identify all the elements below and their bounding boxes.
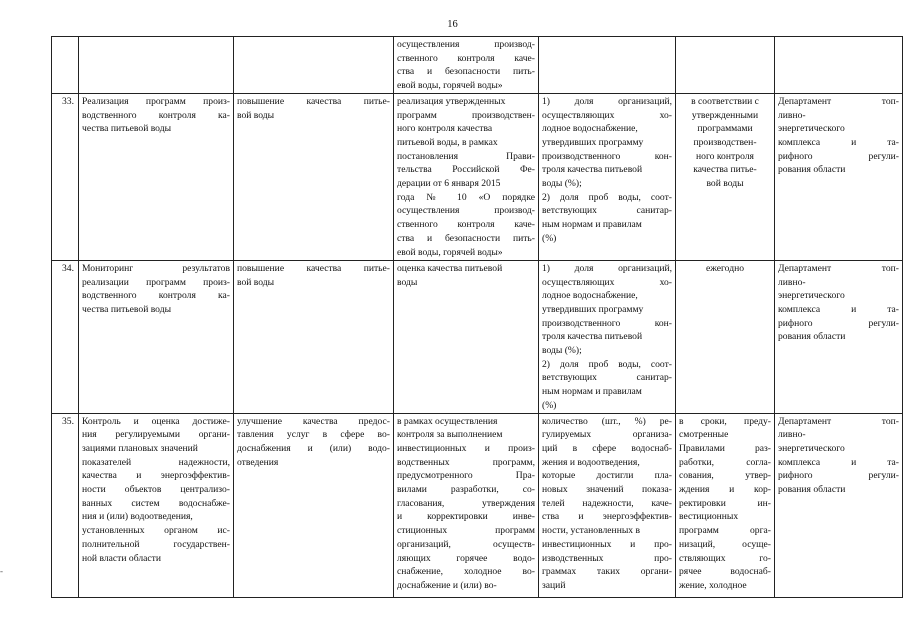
cell-text-line: ждения и кор- [679, 484, 771, 496]
cell-text-line: ной власти области [82, 552, 161, 564]
cell-text-line: в соответствии с [691, 95, 759, 107]
cell-text-line: предусмотренного Пра- [397, 470, 535, 482]
cell-text-line: в рамках осуществления [397, 415, 498, 427]
cell-indicator [539, 413, 676, 597]
cell-text-line: качества питье- [693, 164, 757, 176]
cell-executor [775, 93, 903, 260]
cell-text-line: энергетического [778, 123, 845, 135]
cell-measure [394, 37, 539, 94]
cell-text-line: 1) доля организаций, [542, 262, 672, 274]
cell-measure [394, 93, 539, 260]
cell-text-line: программ орга- [679, 525, 771, 537]
cell-text-line: полнительной государствен- [82, 538, 230, 550]
cell-text-line: осуществления производ- [397, 205, 535, 217]
cell-text-line: комплекса и та- [778, 136, 899, 148]
cell-text-line: комплекса и та- [778, 456, 899, 468]
cell-text-line: программами [697, 123, 753, 135]
cell-text-line: реализации программ произ- [82, 276, 230, 288]
cell-text-line: ственного контроля каче- [397, 219, 535, 231]
cell-name [79, 260, 234, 413]
cell-text-line: рования области [778, 164, 846, 176]
cell-text-line: зациями плановых значений [82, 442, 198, 454]
cell-text-line: доснабжение и (или) во- [397, 579, 497, 591]
cell-text-line: троля качества питьевой [542, 331, 643, 343]
cell-text-line: сования, утвер- [679, 470, 771, 482]
cell-term [676, 413, 775, 597]
cell-text-line: чества питьевой воды [82, 123, 172, 135]
cell-text-line: ректировки ин- [679, 497, 771, 509]
cell-term [676, 93, 775, 260]
cell-text-line: энергетического [778, 290, 845, 302]
cell-text-line: отведения [237, 456, 279, 468]
cell-text-line: вой воды [706, 178, 744, 190]
cell-text-line: евой воды, горячей воды» [397, 80, 503, 92]
cell-text-line: воды (%); [542, 178, 582, 190]
cell-text-line: и корректировки инве- [397, 511, 535, 523]
cell-text-line: производствен- [693, 136, 757, 148]
cell-text-line: утвердивших программу [542, 136, 644, 148]
cell-text-line: Департамент топ- [778, 262, 899, 274]
cell-text-line: ным нормам и правилам [542, 219, 642, 231]
cell-text-line: оценка качества питьевой [397, 262, 503, 274]
cell-text-line: программ производствен- [397, 109, 535, 121]
table-row [52, 93, 903, 260]
cell-text-line: новых значений показа- [542, 484, 672, 496]
cell-term [676, 260, 775, 413]
table-row-continued [52, 37, 903, 94]
cell-executor [775, 37, 903, 94]
measures-table [51, 36, 903, 598]
cell-text-line: Мониторинг результатов [82, 262, 230, 274]
cell-text-line: ности объектов централизо- [82, 484, 230, 496]
cell-text-line: Департамент топ- [778, 95, 899, 107]
cell-text-line: воды [397, 276, 418, 288]
cell-text-line: 2) доля проб воды, соот- [542, 358, 672, 370]
cell-text-line: рования области [778, 331, 846, 343]
cell-text-line: лодное водоснабжение, [542, 290, 638, 302]
cell-text-line: осуществляющих хо- [542, 276, 672, 288]
cell-text-line: ветствующих санитар- [542, 372, 672, 384]
cell-indicator [539, 93, 676, 260]
cell-text-line: низаций, осуще- [679, 538, 771, 550]
cell-text-line: ства и безопасности пить- [397, 66, 535, 78]
cell-indicator [539, 260, 676, 413]
cell-text-line: рифного регули- [778, 150, 899, 162]
cell-text-line: Контроль и оценка достиже- [82, 415, 230, 427]
cell-text-line: Реализация программ произ- [82, 95, 230, 107]
cell-text-line: ветствующих санитар- [542, 205, 672, 217]
cell-text-line: смотренные [679, 429, 729, 441]
cell-text-line: повышение качества питье- [237, 95, 390, 107]
table-row [52, 260, 903, 413]
cell-text-line: снабжение, холодное во- [397, 566, 535, 578]
cell-indicator [539, 37, 676, 94]
cell-text-line: Правилами раз- [679, 442, 771, 454]
cell-text-line: 2) доля проб воды, соот- [542, 191, 672, 203]
cell-text-line: постановления Прави- [397, 150, 535, 162]
cell-text-line: улучшение качества предос- [237, 415, 390, 427]
cell-text-line: воды (%); [542, 345, 582, 357]
cell-text-line: ливно- [778, 109, 806, 121]
cell-text-line: 1) доля организаций, [542, 95, 672, 107]
cell-text-line: лодное водоснабжение, [542, 123, 638, 135]
cell-executor [775, 260, 903, 413]
cell-text-line: рифного регули- [778, 470, 899, 482]
cell-goal [234, 413, 394, 597]
cell-text-line: водственного контроля ка- [82, 290, 230, 302]
cell-text-line: чества питьевой воды [82, 303, 172, 315]
cell-text-line: жение, холодное [679, 579, 747, 591]
cell-text-line: ляющих горячее водо- [397, 552, 535, 564]
cell-name [79, 93, 234, 260]
cell-text-line: ния и (или) водоотведения, [82, 511, 193, 523]
cell-text-line: ливно- [778, 429, 806, 441]
cell-text-line: осуществления производ- [397, 39, 535, 50]
cell-text-line: ства и энергоэффектив- [542, 511, 672, 523]
cell-text-line: (%) [542, 232, 557, 244]
page-number: 16 [447, 19, 458, 30]
cell-goal [234, 260, 394, 413]
cell-text-line: утвержденными [691, 109, 759, 121]
cell-text-line: комплекса и та- [778, 303, 899, 315]
cell-text-line: евой воды, горячей воды» [397, 246, 503, 258]
cell-text-line: питьевой воды, в рамках [397, 136, 498, 148]
cell-text-line: троля качества питьевой [542, 164, 643, 176]
cell-goal [234, 93, 394, 260]
cell-text-line: изводственных про- [542, 552, 672, 564]
cell-text-line: рифного регули- [778, 317, 899, 329]
cell-text-line: жения и водоотведения, [542, 456, 640, 468]
cell-text-line: рования области [778, 484, 846, 496]
cell-text-line: ного контроля качества [397, 123, 493, 135]
cell-text-line: заций [542, 579, 566, 591]
cell-text-line: ности, установленных в [542, 525, 640, 537]
cell-text-line: ного контроля [696, 150, 754, 162]
cell-text-line: вой воды [237, 276, 275, 288]
cell-term [676, 37, 775, 94]
cell-text-line: инвестиционных и произ- [397, 442, 535, 454]
cell-text-line: организаций, осуществ- [397, 538, 535, 550]
row-number: 33. [52, 93, 79, 260]
cell-text-line: телей надежности, каче- [542, 497, 672, 509]
cell-text-line: ственного контроля каче- [397, 52, 535, 64]
cell-executor [775, 413, 903, 597]
cell-text-line: реализация утвержденных [397, 95, 506, 107]
cell-text-line: повышение качества питье- [237, 262, 390, 274]
scan-edge-mark: - [0, 566, 3, 576]
cell-text-line: гласования, утверждения [397, 497, 535, 509]
cell-text-line: стиционных программ [397, 525, 535, 537]
cell-text-line: производственного кон- [542, 317, 672, 329]
cell-text-line: ванных систем водоснабже- [82, 497, 230, 509]
cell-text-line: года № 10 «О порядке [397, 191, 535, 203]
cell-num [52, 37, 79, 94]
cell-name [79, 413, 234, 597]
cell-text-line: ливно- [778, 276, 806, 288]
cell-text-line: граммах таких органи- [542, 566, 672, 578]
cell-text-line: работки, согла- [679, 456, 771, 468]
cell-text-line: инвестиционных и про- [542, 538, 672, 550]
cell-goal [234, 37, 394, 94]
cell-text-line: водственного контроля ка- [82, 109, 230, 121]
cell-text-line: ствляющих го- [679, 552, 771, 564]
cell-text-line: вилами разработки, со- [397, 484, 535, 496]
cell-text-line: качества и энергоэффектив- [82, 470, 230, 482]
cell-text-line: Департамент топ- [778, 415, 899, 427]
cell-text-line: вестиционных [679, 511, 739, 523]
row-number: 35. [52, 413, 79, 597]
cell-text-line: дерации от 6 января 2015 [397, 178, 501, 190]
cell-text-line: осуществляющих хо- [542, 109, 672, 121]
cell-text-line: ций в сфере водоснаб- [542, 442, 672, 454]
cell-text-line: которые достигли пла- [542, 470, 672, 482]
cell-text-line: ства и безопасности пить- [397, 232, 535, 244]
cell-text-line: (%) [542, 399, 557, 411]
cell-text-line: установленных органом ис- [82, 525, 230, 537]
cell-text-line: тавления услуг в сфере во- [237, 429, 390, 441]
cell-text-line: контроля за выполнением [397, 429, 503, 441]
cell-text-line: вой воды [237, 109, 275, 121]
cell-text-line: гулируемых организа- [542, 429, 672, 441]
cell-measure [394, 260, 539, 413]
cell-text-line: производственного кон- [542, 150, 672, 162]
cell-text-line: водственных программ, [397, 456, 535, 468]
cell-text-line: энергетического [778, 442, 845, 454]
cell-text-line: ным нормам и правилам [542, 386, 642, 398]
cell-text-line: утвердивших программу [542, 303, 644, 315]
row-number: 34. [52, 260, 79, 413]
cell-text-line: ежегодно [705, 262, 745, 274]
cell-text-line: в сроки, преду- [679, 415, 771, 427]
table-row [52, 413, 903, 597]
cell-text-line: ния регулируемыми органи- [82, 429, 230, 441]
cell-text-line: рячее водоснаб- [679, 566, 771, 578]
cell-text-line: доснабжения и (или) водо- [237, 442, 390, 454]
cell-text-line: тельства Российской Фе- [397, 164, 535, 176]
cell-text-line: количество (шт., %) ре- [542, 415, 672, 427]
cell-name [79, 37, 234, 94]
cell-text-line: показателей надежности, [82, 456, 230, 468]
cell-measure [394, 413, 539, 597]
